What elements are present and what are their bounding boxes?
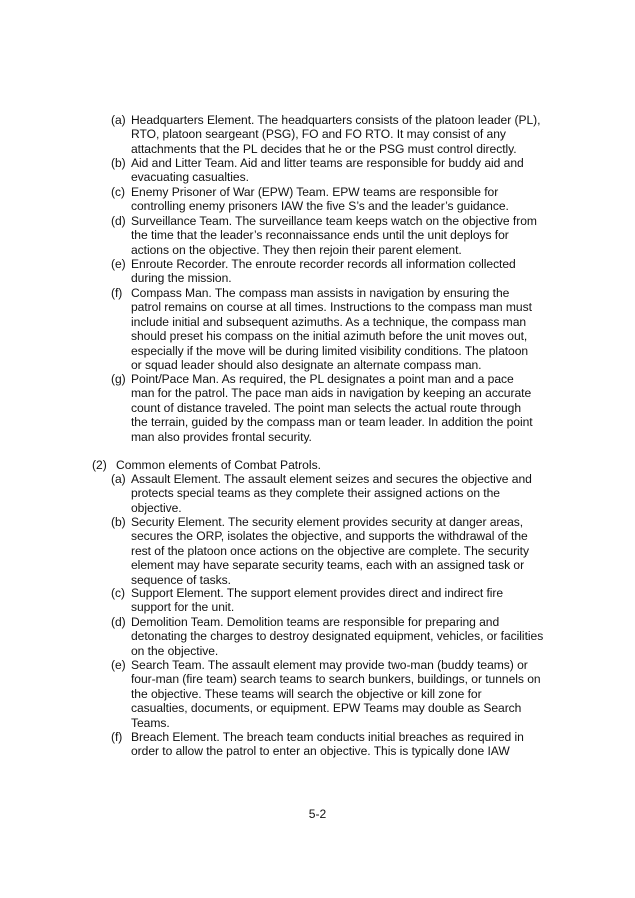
list-item-text: [131, 615, 563, 658]
text-line: rest of the platoon once actions on the objective are complete. The security: [131, 543, 529, 558]
list-item-text: [131, 286, 563, 373]
text-line: the time that the leader’s reconnaissance ends until the unit deploys for: [131, 228, 509, 243]
list-item-label: (d): [111, 615, 126, 629]
text-line: Breach Element. The breach team conducts initial breaches as required in: [131, 730, 524, 744]
text-line: especially if the move will be during limited visibility conditions. The platoon: [131, 343, 529, 358]
text-line: secures the ORP, isolates the objective, and supports the withdrawal of the: [131, 529, 528, 544]
list-item-label: (a): [111, 472, 126, 486]
text-line: Compass Man. The compass man assists in navigation by ensuring the: [131, 286, 510, 300]
text-line: order to allow the patrol to enter an objective. This is typically done IAW: [131, 744, 510, 759]
section-heading: [92, 458, 321, 472]
list-item-label: (b): [111, 515, 126, 529]
section-label: (2): [92, 458, 107, 472]
section-title: Common elements of Combat Patrols.: [116, 458, 322, 472]
text-line: controlling enemy prisoners IAW the five S’s and the leader’s guidance.: [131, 199, 509, 214]
list-item-text: [131, 214, 563, 257]
list-item-label: (e): [111, 658, 126, 672]
list-item-text: [131, 156, 563, 185]
list-item-text: [131, 515, 563, 587]
text-line: Demolition Team. Demolition teams are responsible for preparing and: [131, 615, 500, 629]
text-line: Enemy Prisoner of War (EPW) Team. EPW teams are responsible for: [131, 185, 499, 199]
text-line: during the mission.: [131, 271, 232, 286]
text-line: man for the patrol. The pace man aids in navigation by keeping an accurate: [131, 386, 532, 401]
text-line: Headquarters Element. The headquarters consists of the platoon leader (PL),: [131, 113, 541, 127]
text-line: count of distance traveled. The point man selects the actual route through: [131, 400, 522, 415]
text-line: sequence of tasks.: [131, 572, 231, 587]
list-item-text: [131, 658, 563, 730]
list-item-label: (c): [111, 185, 125, 199]
text-line: Point/Pace Man. As required, the PL designates a point man and a pace: [131, 372, 514, 386]
text-line: Surveillance Team. The surveillance team keeps watch on the objective from: [131, 214, 537, 228]
text-line: include initial and subsequent azimuths. As a technique, the compass man: [131, 314, 527, 329]
text-line: actions on the objective. They then rejoin their parent element.: [131, 242, 462, 257]
text-line: attachments that the PL decides that he or the PSG must control directly.: [131, 141, 517, 156]
text-line: RTO, platoon seargeant (PSG), FO and FO RTO. It may consist of any: [131, 127, 506, 142]
list-item-label: (f): [111, 286, 123, 300]
text-line: Enroute Recorder. The enroute recorder records all information collected: [131, 257, 516, 271]
text-line: evacuating casualties.: [131, 170, 249, 185]
text-line: four-man (fire team) search teams to search bunkers, buildings, or tunnels on: [131, 672, 541, 687]
list-item-text: [131, 586, 563, 615]
text-line: Support Element. The support element provides direct and indirect fire: [131, 586, 504, 600]
text-line: the terrain, guided by the compass man or team leader. In addition the point: [131, 415, 533, 430]
text-line: casualties, documents, or equipment. EPW Teams may double as Search: [131, 701, 522, 716]
text-line: Security Element. The security element provides security at danger areas,: [131, 515, 524, 529]
list-item-text: [131, 372, 563, 444]
text-line: objective.: [131, 500, 182, 515]
list-item-text: [131, 730, 563, 759]
list-item-label: (c): [111, 586, 125, 600]
text-line: element may have separate security teams, each with an assigned task or: [131, 558, 525, 573]
text-line: protects special teams as they complete their assigned actions on the: [131, 486, 500, 501]
list-item-label: (b): [111, 156, 126, 170]
text-line: Teams.: [131, 715, 170, 730]
page-number: 5-2: [308, 807, 327, 821]
text-line: detonating the charges to destroy designated equipment, vehicles, or facilities: [131, 629, 544, 644]
list-item-label: (f): [111, 730, 123, 744]
text-line: man also provides frontal security.: [131, 429, 312, 444]
list-item-label: (g): [111, 372, 126, 386]
list-item-text: [131, 113, 563, 156]
text-line: patrol remains on course at all times. Instructions to the compass man must: [131, 300, 532, 315]
text-line: Search Team. The assault element may provide two-man (buddy teams) or: [131, 658, 528, 672]
text-line: should preset his compass on the initial azimuth before the unit moves out,: [131, 329, 528, 344]
text-line: on the objective.: [131, 643, 219, 658]
list-item-label: (d): [111, 214, 126, 228]
list-item-text: [131, 185, 563, 214]
list-item-text: [131, 472, 563, 515]
list-item-text: [131, 257, 563, 286]
text-line: support for the unit.: [131, 600, 235, 615]
text-line: or squad leader should also designate an alternate compass man.: [131, 358, 482, 373]
text-line: Aid and Litter Team. Aid and litter teams are responsible for buddy aid and: [131, 156, 524, 170]
list-item-label: (e): [111, 257, 126, 271]
list-item-label: (a): [111, 113, 126, 127]
text-line: Assault Element. The assault element seizes and secures the objective and: [131, 472, 532, 486]
text-line: the objective. These teams will search the objective or kill zone for: [131, 686, 482, 701]
